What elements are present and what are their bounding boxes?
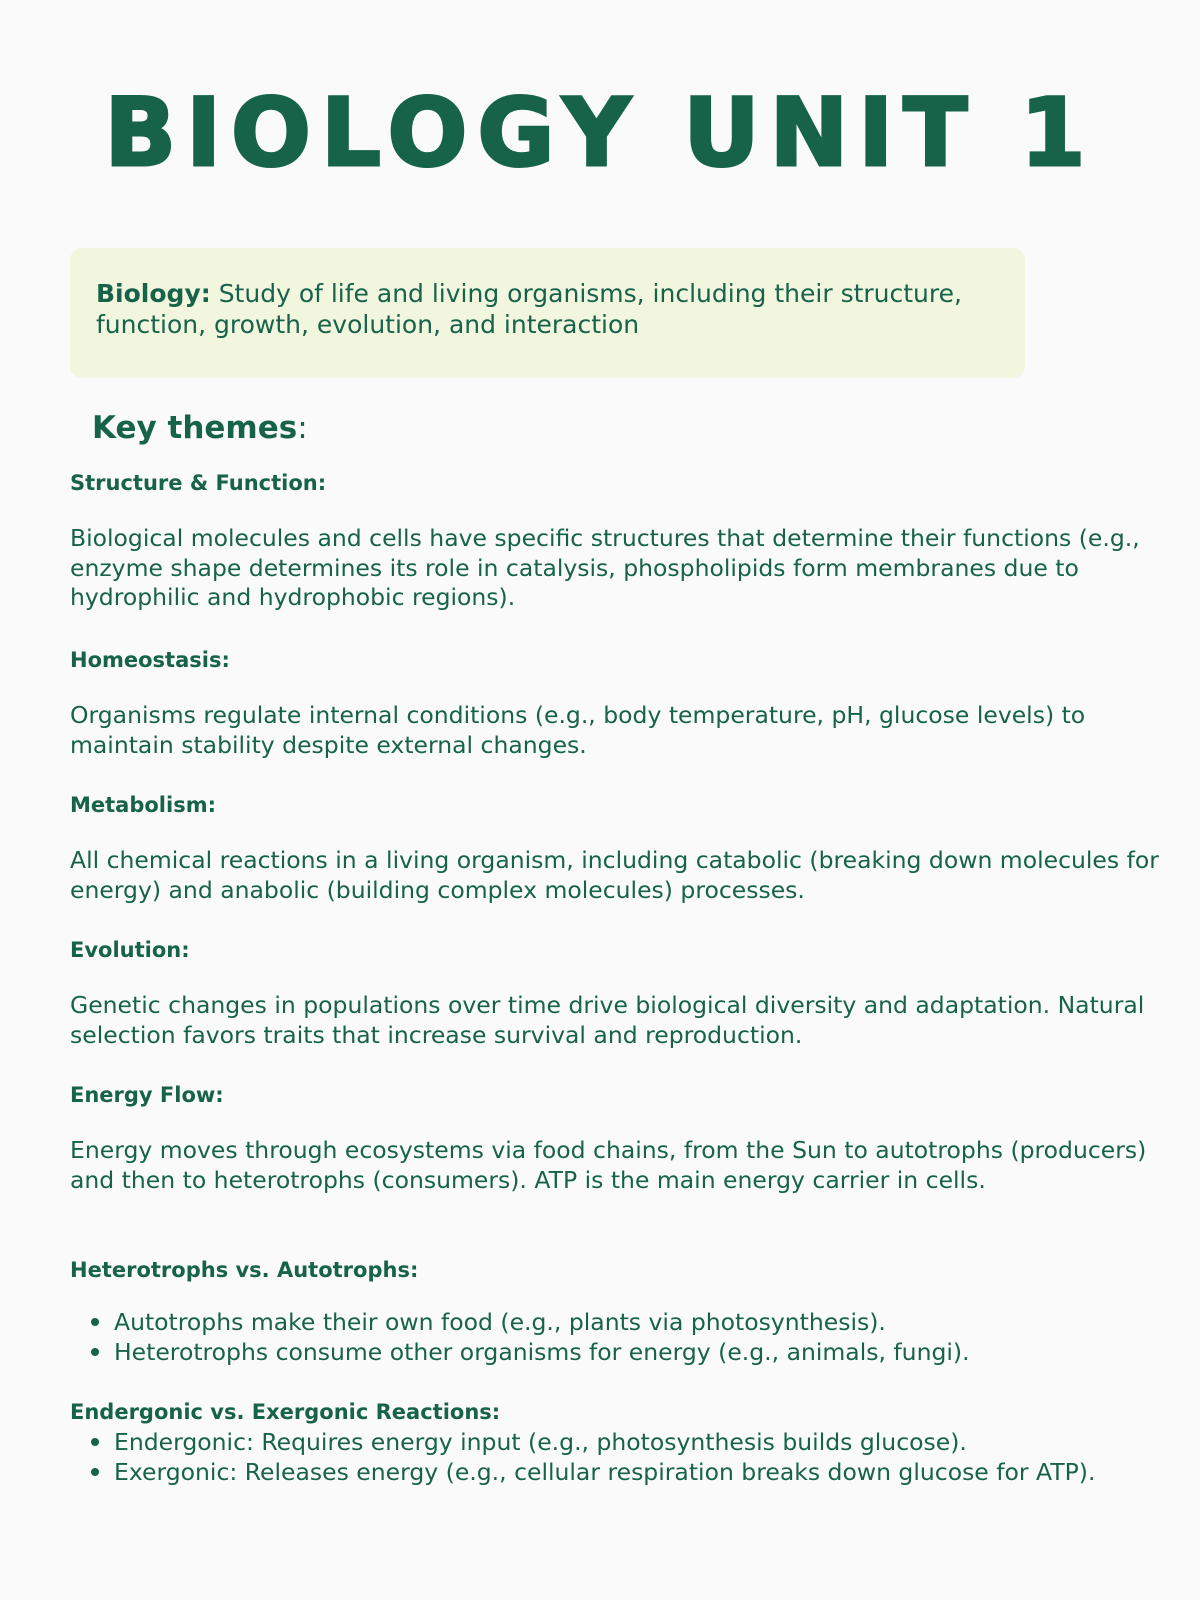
section-homeostasis: [70, 645, 1185, 760]
section-text: Genetic changes in populations over time drive biological diversity and adaptation. Natural selection favors traits that increase survival and reproduction.: [70, 991, 1145, 1049]
list-item: Autotrophs make their own food (e.g., plants via photosynthesis).: [114, 1307, 1185, 1337]
key-themes-heading: [92, 408, 308, 448]
list-item: Heterotrophs consume other organisms for energy (e.g., animals, fungi).: [114, 1337, 1185, 1367]
page-title: BIOLOGY UNIT 1: [104, 79, 1096, 188]
list-item: Exergonic: Releases energy (e.g., cellular respiration breaks down glucose for ATP).: [114, 1457, 1185, 1487]
section-heading: Energy Flow:: [70, 1083, 224, 1107]
key-themes-label: Key themes: [92, 410, 298, 446]
section-heading: Homeostasis:: [70, 648, 230, 672]
section-heterotrophs-autotrophs: [70, 1255, 1185, 1367]
bullet-list: [70, 1427, 1185, 1487]
section-endergonic-exergonic: [70, 1397, 1185, 1487]
section-heading: Metabolism:: [70, 793, 216, 817]
list-item: Endergonic: Requires energy input (e.g., photosynthesis builds glucose).: [114, 1427, 1185, 1457]
section-heading: Heterotrophs vs. Autotrophs:: [70, 1258, 419, 1282]
section-heading: Evolution:: [70, 938, 190, 962]
section-text: All chemical reactions in a living organism, including catabolic (breaking down molecules for energy) and anabolic (building complex molecules) processes.: [70, 846, 1159, 904]
definition-term: Biology:: [96, 279, 211, 308]
section-heading: Endergonic vs. Exergonic Reactions:: [70, 1400, 501, 1424]
section-metabolism: [70, 790, 1185, 905]
bullet-list: [70, 1307, 1185, 1367]
section-text: Energy moves through ecosystems via food chains, from the Sun to autotrophs (producers) and then to heterotrophs (consumers). ATP is the main energy carrier in cells.: [70, 1136, 1147, 1194]
section-energy-flow: [70, 1080, 1185, 1195]
section-text: Organisms regulate internal conditions (e.g., body temperature, pH, glucose levels) to maintain stability despite external changes.: [70, 701, 1086, 759]
definition-text: Study of life and living organisms, including their structure, function, growth, evolution, and interaction: [96, 279, 962, 339]
section-text: Biological molecules and cells have specific structures that determine their functions (e.g., enzyme shape determines its role in catalysis, phospholipids form membranes due to hydrophilic and hydrophobic regions).: [70, 524, 1140, 611]
definition-box: [70, 248, 1025, 378]
section-heading: Structure & Function:: [70, 471, 327, 495]
section-structure-function: [70, 468, 1185, 613]
key-themes-colon: :: [297, 410, 308, 446]
section-evolution: [70, 935, 1185, 1050]
